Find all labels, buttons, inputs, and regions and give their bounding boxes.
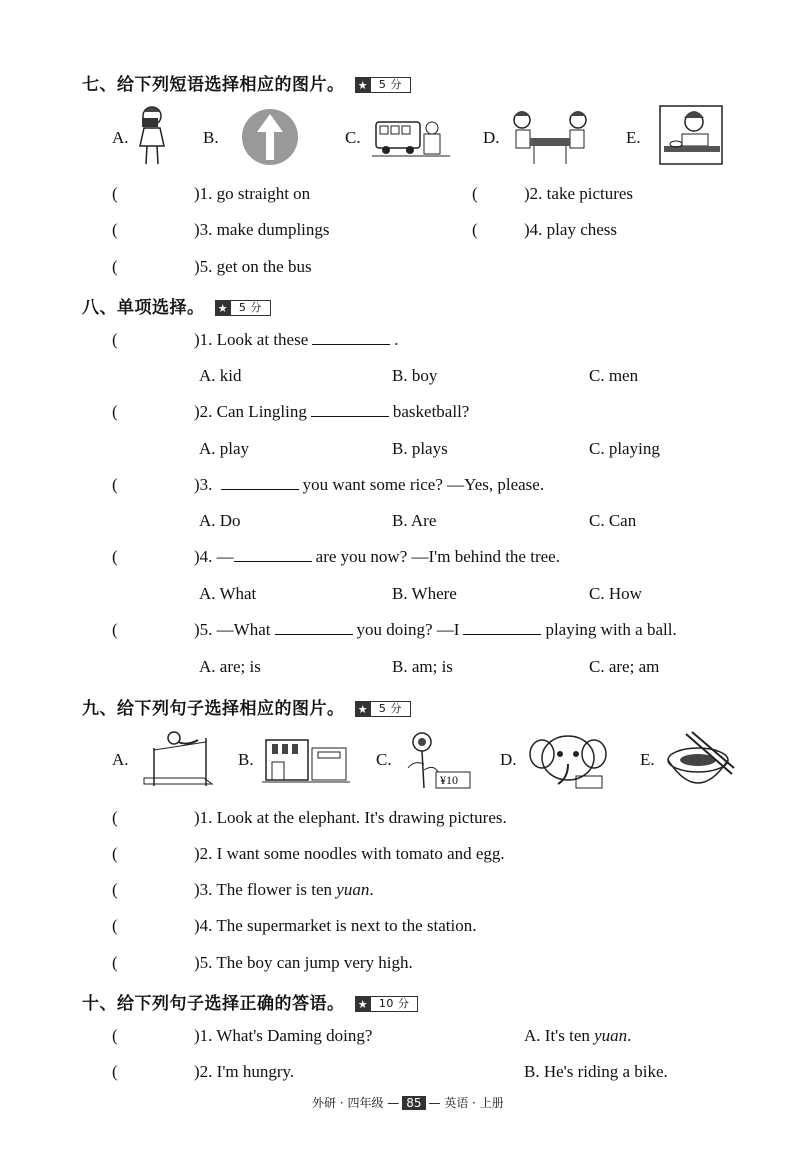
section-10-title bbox=[82, 989, 418, 1014]
fill-blank[interactable] bbox=[312, 330, 390, 345]
score-badge bbox=[355, 77, 411, 93]
pic-label-c: C. bbox=[376, 750, 392, 769]
answer-paren: ( bbox=[112, 475, 118, 494]
question-text: you doing? —I bbox=[356, 620, 460, 639]
question-text: Can Lingling bbox=[216, 402, 307, 421]
option-a: A. What bbox=[199, 584, 257, 603]
s10-answer-b bbox=[524, 1062, 668, 1082]
s8-q5 bbox=[112, 620, 677, 640]
item-text: get on the bus bbox=[216, 257, 312, 276]
question-text: playing with a ball. bbox=[545, 620, 677, 639]
item-text-end: . bbox=[369, 880, 374, 899]
answer-paren: ( bbox=[112, 220, 118, 239]
elephant-drawing-image bbox=[528, 728, 608, 792]
answer-text-italic: yuan bbox=[594, 1026, 628, 1045]
flower-price-image bbox=[400, 730, 472, 792]
star-icon: ★ bbox=[355, 77, 371, 93]
score-badge bbox=[215, 300, 271, 316]
item-number: )1. bbox=[194, 1026, 213, 1045]
star-icon: ★ bbox=[355, 701, 371, 717]
s7-item-3 bbox=[112, 220, 330, 240]
answer-paren: ( bbox=[112, 953, 118, 972]
noodle-bowl-image bbox=[664, 728, 736, 792]
fill-blank[interactable] bbox=[463, 620, 541, 635]
item-text: play chess bbox=[546, 220, 618, 239]
option-c: C. How bbox=[589, 584, 642, 603]
s8-q3 bbox=[112, 475, 544, 495]
item-text: The supermarket is next to the station. bbox=[216, 916, 477, 935]
section-8-title-text: 八、单项选择。 bbox=[82, 298, 205, 318]
s9-item-1 bbox=[112, 808, 507, 828]
straight-arrow-sign-image bbox=[241, 108, 299, 166]
kids-playing-chess-image bbox=[508, 108, 592, 166]
answer-text: B. He's riding a bike. bbox=[524, 1062, 668, 1081]
option-c: C. Can bbox=[589, 511, 637, 530]
option-b: B. plays bbox=[392, 439, 448, 458]
answer-paren: ( bbox=[112, 402, 118, 421]
item-number: )2. bbox=[194, 1062, 213, 1081]
s9-item-3 bbox=[112, 880, 374, 900]
question-text: Look at these bbox=[216, 330, 309, 349]
price-tag: ¥10 bbox=[440, 773, 458, 787]
option-a: A. Do bbox=[199, 511, 241, 530]
s9-item-5 bbox=[112, 953, 413, 973]
section-8-title bbox=[82, 293, 271, 318]
answer-paren: ( bbox=[472, 184, 478, 203]
score-text: 5 分 bbox=[231, 300, 271, 316]
item-text: The flower is ten bbox=[216, 880, 337, 899]
option-a: A. are; is bbox=[199, 657, 261, 676]
pic-label-e: E. bbox=[626, 128, 641, 147]
bus-stop-image bbox=[372, 112, 450, 160]
item-number: )4. bbox=[194, 916, 213, 935]
item-number: )4. bbox=[194, 547, 213, 566]
s9-item-4 bbox=[112, 916, 477, 936]
item-number: )5. bbox=[194, 953, 213, 972]
star-icon: ★ bbox=[215, 300, 231, 316]
answer-paren: ( bbox=[112, 620, 118, 639]
pic-label-a: A. bbox=[112, 750, 129, 769]
option-c: C. men bbox=[589, 366, 639, 385]
item-text: I'm hungry. bbox=[216, 1062, 295, 1081]
pic-label-b: B. bbox=[238, 750, 254, 769]
pic-label-d: D. bbox=[500, 750, 517, 769]
footer-right: — 英语 · 上册 bbox=[428, 1096, 504, 1110]
question-text: . bbox=[394, 330, 399, 349]
pic-label-a: A. bbox=[112, 128, 129, 147]
s7-item-5 bbox=[112, 257, 312, 277]
score-text: 5 分 bbox=[371, 701, 411, 717]
fill-blank[interactable] bbox=[234, 547, 312, 562]
option-b: B. Where bbox=[392, 584, 457, 603]
item-number: )1. bbox=[194, 184, 213, 203]
item-number: )2. bbox=[194, 844, 213, 863]
answer-text-end: . bbox=[627, 1026, 632, 1045]
score-badge bbox=[355, 701, 411, 717]
answer-paren: ( bbox=[112, 1026, 118, 1045]
answer-paren: ( bbox=[112, 880, 118, 899]
option-b: B. am; is bbox=[392, 657, 453, 676]
question-text: —What bbox=[216, 620, 271, 639]
supermarket-station-image bbox=[262, 734, 350, 786]
item-text: The boy can jump very high. bbox=[216, 953, 413, 972]
s7-item-4 bbox=[472, 220, 617, 240]
section-7-title bbox=[82, 70, 411, 95]
page-number: 85 bbox=[402, 1096, 425, 1110]
pic-label-e: E. bbox=[640, 750, 655, 769]
item-number: )3. bbox=[194, 220, 213, 239]
item-number: )2. bbox=[524, 184, 543, 203]
fill-blank[interactable] bbox=[275, 620, 353, 635]
pic-label-c: C. bbox=[345, 128, 361, 147]
option-b: B. boy bbox=[392, 366, 438, 385]
s8-q1 bbox=[112, 330, 399, 350]
pic-label-b: B. bbox=[203, 128, 219, 147]
s10-item-2 bbox=[112, 1062, 294, 1082]
item-text-italic: yuan bbox=[336, 880, 370, 899]
s10-item-1 bbox=[112, 1026, 372, 1046]
option-b: B. Are bbox=[392, 511, 437, 530]
answer-paren: ( bbox=[112, 1062, 118, 1081]
item-number: )3. bbox=[194, 880, 213, 899]
item-number: )2. bbox=[194, 402, 213, 421]
question-text: you want some rice? —Yes, please. bbox=[302, 475, 545, 494]
answer-paren: ( bbox=[112, 330, 118, 349]
item-text: make dumplings bbox=[216, 220, 330, 239]
option-a: A. kid bbox=[199, 366, 242, 385]
answer-paren: ( bbox=[112, 257, 118, 276]
answer-paren: ( bbox=[112, 808, 118, 827]
item-number: )1. bbox=[194, 808, 213, 827]
section-9-title-text: 九、给下列句子选择相应的图片。 bbox=[82, 699, 345, 719]
item-number: )5. bbox=[194, 620, 213, 639]
pic-label-d: D. bbox=[483, 128, 500, 147]
s9-item-2 bbox=[112, 844, 505, 864]
answer-paren: ( bbox=[112, 916, 118, 935]
answer-paren: ( bbox=[472, 220, 478, 239]
page-footer bbox=[312, 1094, 504, 1111]
section-10-title-text: 十、给下列句子选择正确的答语。 bbox=[82, 994, 345, 1014]
boy-high-jump-image bbox=[140, 728, 216, 790]
question-text: are you now? —I'm behind the tree. bbox=[315, 547, 560, 566]
answer-paren: ( bbox=[112, 844, 118, 863]
question-text: basketball? bbox=[392, 402, 470, 421]
item-text: take pictures bbox=[546, 184, 634, 203]
s10-answer-a bbox=[524, 1026, 631, 1046]
answer-text: A. It's ten bbox=[524, 1026, 595, 1045]
item-number: )1. bbox=[194, 330, 213, 349]
star-icon: ★ bbox=[355, 996, 371, 1012]
item-text: Look at the elephant. It's drawing pictures. bbox=[216, 808, 507, 827]
section-9-title bbox=[82, 694, 411, 719]
item-number: )4. bbox=[524, 220, 543, 239]
s8-q2 bbox=[112, 402, 469, 422]
score-badge bbox=[355, 996, 419, 1012]
item-text: I want some noodles with tomato and egg. bbox=[216, 844, 505, 863]
s8-q4 bbox=[112, 547, 560, 567]
making-dumplings-image bbox=[658, 104, 724, 168]
s7-item-2 bbox=[472, 184, 633, 204]
score-text: 5 分 bbox=[371, 77, 411, 93]
item-text: What's Daming doing? bbox=[216, 1026, 373, 1045]
boy-taking-picture-image bbox=[132, 104, 172, 168]
item-number: )3. bbox=[194, 475, 213, 494]
item-number: )5. bbox=[194, 257, 213, 276]
footer-left: 外研 · 四年级 — bbox=[312, 1096, 400, 1110]
score-text: 10 分 bbox=[371, 996, 419, 1012]
section-7-title-text: 七、给下列短语选择相应的图片。 bbox=[82, 75, 345, 95]
option-a: A. play bbox=[199, 439, 250, 458]
answer-paren: ( bbox=[112, 547, 118, 566]
fill-blank[interactable] bbox=[221, 475, 299, 490]
question-text: — bbox=[216, 547, 234, 566]
s7-item-1 bbox=[112, 184, 310, 204]
option-c: C. are; am bbox=[589, 657, 660, 676]
fill-blank[interactable] bbox=[311, 402, 389, 417]
item-text: go straight on bbox=[216, 184, 311, 203]
option-c: C. playing bbox=[589, 439, 660, 458]
answer-paren: ( bbox=[112, 184, 118, 203]
